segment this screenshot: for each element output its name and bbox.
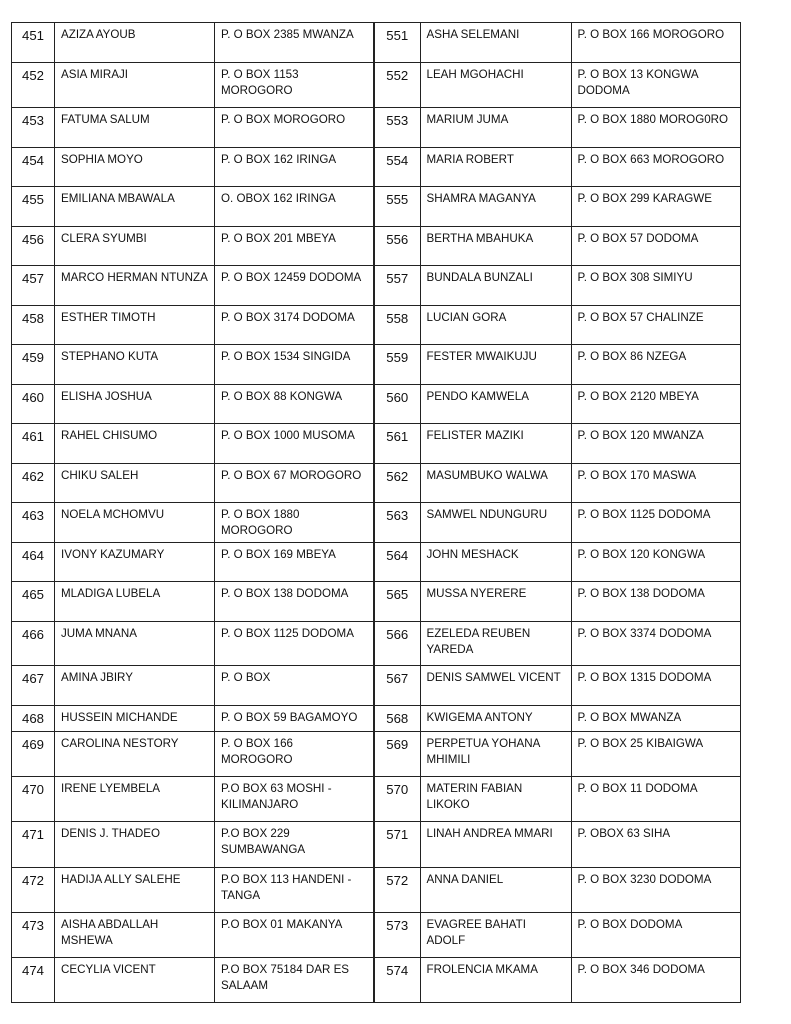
person-name: MARCO HERMAN NTUNZA xyxy=(55,266,215,306)
left-table-body xyxy=(12,23,374,1003)
person-name: LUCIAN GORA xyxy=(420,306,571,345)
table-row xyxy=(374,706,740,732)
table-row xyxy=(374,108,740,148)
postal-address: P. O BOX 663 MOROGORO xyxy=(571,148,740,187)
table-row xyxy=(12,424,374,464)
row-number: 472 xyxy=(12,868,55,913)
table-row xyxy=(374,666,740,706)
row-number: 562 xyxy=(374,464,420,503)
table-row xyxy=(12,868,374,913)
table-row xyxy=(374,868,740,913)
row-number: 452 xyxy=(12,63,55,108)
table-row xyxy=(12,706,374,732)
postal-address: P. O BOX 1153 MOROGORO xyxy=(215,63,374,108)
person-name: ASHA SELEMANI xyxy=(420,23,571,63)
table-row xyxy=(374,306,740,345)
table-row xyxy=(12,582,374,622)
table-row xyxy=(374,385,740,424)
row-number: 465 xyxy=(12,582,55,622)
postal-address: P. O BOX 2120 MBEYA xyxy=(571,385,740,424)
person-name: BUNDALA BUNZALI xyxy=(420,266,571,306)
person-name: FROLENCIA MKAMA xyxy=(420,958,571,1003)
postal-address: P. O BOX 166 MOROGORO xyxy=(571,23,740,63)
row-number: 457 xyxy=(12,266,55,306)
postal-address: P. O BOX 1534 SINGIDA xyxy=(215,345,374,385)
table-row xyxy=(12,385,374,424)
postal-address: P. O BOX 67 MOROGORO xyxy=(215,464,374,503)
table-row xyxy=(12,23,374,63)
row-number: 553 xyxy=(374,108,420,148)
person-name: MARIA ROBERT xyxy=(420,148,571,187)
person-name: MASUMBUKO WALWA xyxy=(420,464,571,503)
postal-address: P.O BOX 01 MAKANYA xyxy=(215,913,374,958)
table-row xyxy=(374,582,740,622)
postal-address: P.O BOX 63 MOSHI - KILIMANJARO xyxy=(215,777,374,822)
row-number: 561 xyxy=(374,424,420,464)
row-number: 469 xyxy=(12,732,55,777)
person-name: FESTER MWAIKUJU xyxy=(420,345,571,385)
person-name: FELISTER MAZIKI xyxy=(420,424,571,464)
person-name: AZIZA AYOUB xyxy=(55,23,215,63)
person-name: SHAMRA MAGANYA xyxy=(420,187,571,227)
row-number: 559 xyxy=(374,345,420,385)
row-number: 467 xyxy=(12,666,55,706)
table-row xyxy=(12,622,374,666)
table-row xyxy=(12,822,374,868)
postal-address: P.O BOX 229 SUMBAWANGA xyxy=(215,822,374,868)
row-number: 468 xyxy=(12,706,55,732)
person-name: HADIJA ALLY SALEHE xyxy=(55,868,215,913)
row-number: 574 xyxy=(374,958,420,1003)
postal-address: P.O BOX 113 HANDENI - TANGA xyxy=(215,868,374,913)
postal-address: P. O BOX 2385 MWANZA xyxy=(215,23,374,63)
row-number: 565 xyxy=(374,582,420,622)
postal-address: P. O BOX 1125 DODOMA xyxy=(215,622,374,666)
row-number: 557 xyxy=(374,266,420,306)
person-name: MUSSA NYERERE xyxy=(420,582,571,622)
table-row xyxy=(374,23,740,63)
table-row xyxy=(374,913,740,958)
person-name: FATUMA SALUM xyxy=(55,108,215,148)
person-name: CECYLIA VICENT xyxy=(55,958,215,1003)
table-row xyxy=(12,543,374,582)
person-name: LINAH ANDREA MMARI xyxy=(420,822,571,868)
table-row xyxy=(374,503,740,543)
row-number: 470 xyxy=(12,777,55,822)
person-name: ASIA MIRAJI xyxy=(55,63,215,108)
postal-address: P. O BOX 12459 DODOMA xyxy=(215,266,374,306)
table-row xyxy=(12,464,374,503)
table-row xyxy=(374,187,740,227)
postal-address: P. O BOX 1315 DODOMA xyxy=(571,666,740,706)
postal-address: P. O BOX 3374 DODOMA xyxy=(571,622,740,666)
row-number: 554 xyxy=(374,148,420,187)
person-name: DENIS SAMWEL VICENT xyxy=(420,666,571,706)
postal-address: P. O BOX 120 KONGWA xyxy=(571,543,740,582)
row-number: 552 xyxy=(374,63,420,108)
table-row xyxy=(12,63,374,108)
table-row xyxy=(12,913,374,958)
person-name: ESTHER TIMOTH xyxy=(55,306,215,345)
postal-address: P. O BOX 169 MBEYA xyxy=(215,543,374,582)
person-name: AISHA ABDALLAH MSHEWA xyxy=(55,913,215,958)
row-number: 551 xyxy=(374,23,420,63)
row-number: 563 xyxy=(374,503,420,543)
person-name: CHIKU SALEH xyxy=(55,464,215,503)
postal-address: P. OBOX 63 SIHA xyxy=(571,822,740,868)
row-number: 453 xyxy=(12,108,55,148)
person-name: NOELA MCHOMVU xyxy=(55,503,215,543)
postal-address: P. O BOX 13 KONGWA DODOMA xyxy=(571,63,740,108)
table-row xyxy=(12,266,374,306)
person-name: KWIGEMA ANTONY xyxy=(420,706,571,732)
row-number: 474 xyxy=(12,958,55,1003)
row-number: 558 xyxy=(374,306,420,345)
row-number: 555 xyxy=(374,187,420,227)
postal-address: P. O BOX 120 MWANZA xyxy=(571,424,740,464)
person-name: MLADIGA LUBELA xyxy=(55,582,215,622)
postal-address: P. O BOX 346 DODOMA xyxy=(571,958,740,1003)
postal-address: P. O BOX 3174 DODOMA xyxy=(215,306,374,345)
postal-address: P. O BOX MOROGORO xyxy=(215,108,374,148)
person-name: AMINA JBIRY xyxy=(55,666,215,706)
row-number: 473 xyxy=(12,913,55,958)
right-table xyxy=(373,22,741,1003)
table-row xyxy=(374,622,740,666)
person-name: JUMA MNANA xyxy=(55,622,215,666)
left-table xyxy=(11,22,374,1003)
table-row xyxy=(374,958,740,1003)
postal-address: P. O BOX 138 DODOMA xyxy=(571,582,740,622)
postal-address: P. O BOX 57 CHALINZE xyxy=(571,306,740,345)
postal-address: P. O BOX 88 KONGWA xyxy=(215,385,374,424)
table-row xyxy=(374,822,740,868)
person-name: EMILIANA MBAWALA xyxy=(55,187,215,227)
table-row xyxy=(12,345,374,385)
row-number: 573 xyxy=(374,913,420,958)
person-name: CLERA SYUMBI xyxy=(55,227,215,266)
postal-address: P. O BOX 59 BAGAMOYO xyxy=(215,706,374,732)
postal-address: P. O BOX 138 DODOMA xyxy=(215,582,374,622)
postal-address: O. OBOX 162 IRINGA xyxy=(215,187,374,227)
postal-address: P. O BOX 86 NZEGA xyxy=(571,345,740,385)
person-name: IRENE LYEMBELA xyxy=(55,777,215,822)
row-number: 451 xyxy=(12,23,55,63)
table-row xyxy=(374,345,740,385)
row-number: 466 xyxy=(12,622,55,666)
table-row xyxy=(374,148,740,187)
person-name: HUSSEIN MICHANDE xyxy=(55,706,215,732)
row-number: 569 xyxy=(374,732,420,777)
table-row xyxy=(12,108,374,148)
table-row xyxy=(374,464,740,503)
table-row xyxy=(374,543,740,582)
table-row xyxy=(12,732,374,777)
postal-address: P. O BOX xyxy=(215,666,374,706)
table-row xyxy=(12,306,374,345)
person-name: STEPHANO KUTA xyxy=(55,345,215,385)
table-row xyxy=(374,63,740,108)
person-name: IVONY KAZUMARY xyxy=(55,543,215,582)
postal-address: P. O BOX 308 SIMIYU xyxy=(571,266,740,306)
person-name: PERPETUA YOHANA MHIMILI xyxy=(420,732,571,777)
table-row xyxy=(374,777,740,822)
row-number: 571 xyxy=(374,822,420,868)
row-number: 458 xyxy=(12,306,55,345)
person-name: PENDO KAMWELA xyxy=(420,385,571,424)
postal-address: P. O BOX 299 KARAGWE xyxy=(571,187,740,227)
row-number: 459 xyxy=(12,345,55,385)
postal-address: P. O BOX 162 IRINGA xyxy=(215,148,374,187)
table-row xyxy=(374,266,740,306)
person-name: LEAH MGOHACHI xyxy=(420,63,571,108)
postal-address: P. O BOX 1880 MOROG0RO xyxy=(571,108,740,148)
person-name: MARIUM JUMA xyxy=(420,108,571,148)
right-table-body xyxy=(374,23,740,1003)
table-row xyxy=(374,227,740,266)
row-number: 463 xyxy=(12,503,55,543)
row-number: 568 xyxy=(374,706,420,732)
row-number: 461 xyxy=(12,424,55,464)
postal-address: P. O BOX 3230 DODOMA xyxy=(571,868,740,913)
person-name: EZELEDA REUBEN YAREDA xyxy=(420,622,571,666)
person-name: BERTHA MBAHUKA xyxy=(420,227,571,266)
row-number: 556 xyxy=(374,227,420,266)
table-row xyxy=(12,958,374,1003)
postal-address: P. O BOX DODOMA xyxy=(571,913,740,958)
row-number: 455 xyxy=(12,187,55,227)
postal-address: P. O BOX 170 MASWA xyxy=(571,464,740,503)
table-row xyxy=(374,424,740,464)
table-row xyxy=(12,148,374,187)
row-number: 471 xyxy=(12,822,55,868)
postal-address: P. O BOX 1000 MUSOMA xyxy=(215,424,374,464)
table-row xyxy=(12,777,374,822)
person-name: ELISHA JOSHUA xyxy=(55,385,215,424)
table-row xyxy=(12,503,374,543)
table-row xyxy=(12,227,374,266)
postal-address: P. O BOX 201 MBEYA xyxy=(215,227,374,266)
person-name: RAHEL CHISUMO xyxy=(55,424,215,464)
table-row xyxy=(12,666,374,706)
row-number: 570 xyxy=(374,777,420,822)
row-number: 566 xyxy=(374,622,420,666)
row-number: 464 xyxy=(12,543,55,582)
postal-address: P. O BOX 1125 DODOMA xyxy=(571,503,740,543)
person-name: ANNA DANIEL xyxy=(420,868,571,913)
postal-address: P.O BOX 75184 DAR ES SALAAM xyxy=(215,958,374,1003)
postal-address: P. O BOX 11 DODOMA xyxy=(571,777,740,822)
row-number: 460 xyxy=(12,385,55,424)
postal-address: P. O BOX MWANZA xyxy=(571,706,740,732)
row-number: 567 xyxy=(374,666,420,706)
person-name: JOHN MESHACK xyxy=(420,543,571,582)
table-row xyxy=(374,732,740,777)
person-name: EVAGREE BAHATI ADOLF xyxy=(420,913,571,958)
person-name: SAMWEL NDUNGURU xyxy=(420,503,571,543)
postal-address: P. O BOX 57 DODOMA xyxy=(571,227,740,266)
postal-address: P. O BOX 25 KIBAIGWA xyxy=(571,732,740,777)
postal-address: P. O BOX 1880 MOROGORO xyxy=(215,503,374,543)
person-name: DENIS J. THADEO xyxy=(55,822,215,868)
person-name: CAROLINA NESTORY xyxy=(55,732,215,777)
person-name: SOPHIA MOYO xyxy=(55,148,215,187)
row-number: 454 xyxy=(12,148,55,187)
row-number: 564 xyxy=(374,543,420,582)
row-number: 560 xyxy=(374,385,420,424)
table-row xyxy=(12,187,374,227)
row-number: 456 xyxy=(12,227,55,266)
person-name: MATERIN FABIAN LIKOKO xyxy=(420,777,571,822)
row-number: 462 xyxy=(12,464,55,503)
postal-address: P. O BOX 166 MOROGORO xyxy=(215,732,374,777)
row-number: 572 xyxy=(374,868,420,913)
